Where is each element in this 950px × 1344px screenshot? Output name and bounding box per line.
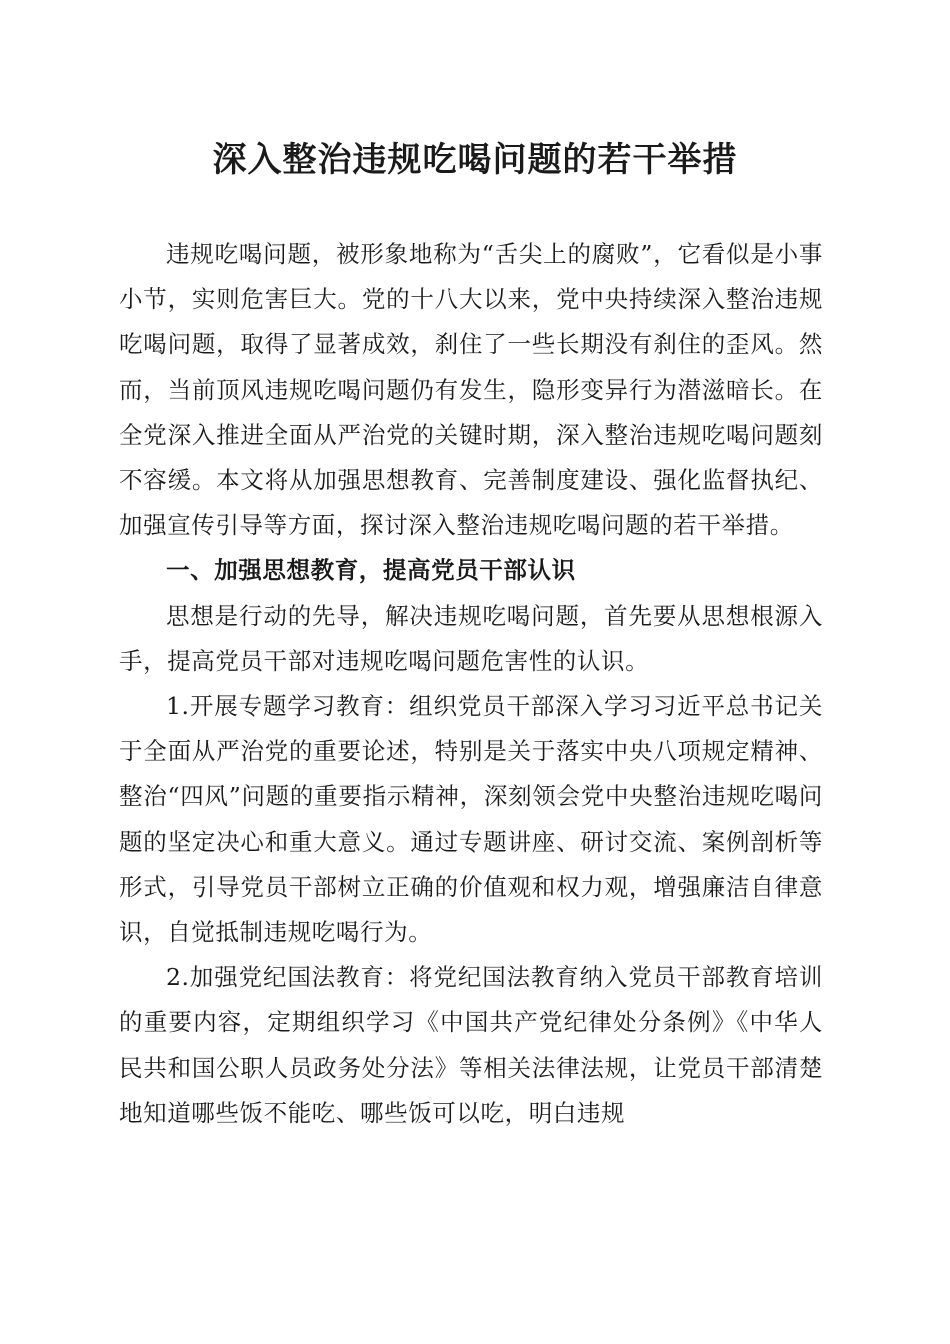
- intro-paragraph: 违规吃喝问题，被形象地称为“舌尖上的腐败”，它看似是小事小节，实则危害巨大。党的十八大以来，党中央持续深入整治违规吃喝问题，取得了显著成效，刹住了一些长期没有刹住的歪风。然而，当前顶风违规吃喝问题仍有发生，隐形变异行为潜滋暗长。在全党深入推进全面从严治党的关键时期，深入整治违规吃喝问题刻不容缓。本文将从加强思想教育、完善制度建设、强化监督执纪、加强宣传引导等方面，探讨深入整治违规吃喝问题的若干举措。: [119, 240, 823, 540]
- document-title: 深入整治违规吃喝问题的若干举措: [212, 140, 738, 180]
- section-heading: 一、加强思想教育，提高党员干部认识: [166, 556, 576, 585]
- section-lead-paragraph: 思想是行动的先导，解决违规吃喝问题，首先要从思想根源入手，提高党员干部对违规吃喝问题危害性的认识。: [119, 601, 823, 675]
- document-body: [119, 232, 823, 1136]
- list-item-1: 1.开展专题学习教育：组织党员干部深入学习习近平总书记关于全面从严治党的重要论述，特别是关于落实中央八项规定精神、整治“四风”问题的重要指示精神，深刻领会党中央整治违规吃喝问题的坚定决心和重大意义。通过专题讲座、研讨交流、案例剖析等形式，引导党员干部树立正确的价值观和权力观，增强廉洁自律意识，自觉抵制违规吃喝行为。: [119, 692, 823, 947]
- list-item-2: 2.加强党纪国法教育：将党纪国法教育纳入党员干部教育培训的重要内容，定期组织学习《中国共产党纪律处分条例》《中华人民共和国公职人员政务处分法》等相关法律法规，让党员干部清楚地知道哪些饭不能吃、哪些饭可以吃，明白违规: [119, 963, 823, 1127]
